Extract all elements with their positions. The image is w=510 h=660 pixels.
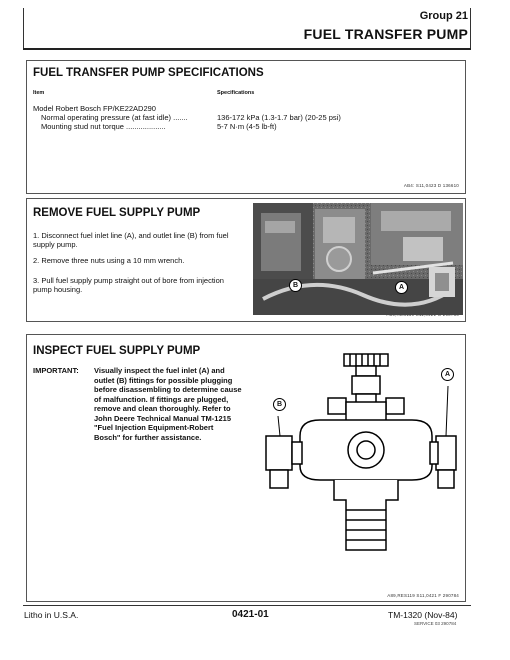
footer-rule <box>23 605 471 606</box>
drawing-label-a: A <box>441 368 454 381</box>
specs-column-item: Item <box>33 90 45 96</box>
specs-row2-item: Mounting stud nut torque ................... <box>41 122 166 131</box>
footer-service-code: SERVICE 03 290784 <box>414 621 457 626</box>
important-line-3: before disassembling to determine cause <box>94 385 242 394</box>
remove-step3-line1: 3. Pull fuel supply pump straight out of bore from injection <box>33 276 224 285</box>
pump-line-art <box>260 350 460 570</box>
important-line-5: remove and clean thoroughly. Refer to <box>94 404 231 413</box>
photo-label-a: A <box>395 281 408 294</box>
footer-manual-number: TM-1320 (Nov-84) <box>388 610 458 620</box>
pump-drawing <box>260 350 460 570</box>
left-margin-rule <box>23 8 24 48</box>
footer-page-number: 0421-01 <box>232 609 269 620</box>
pump-photo-art <box>253 203 463 315</box>
remove-step1-line1: 1. Disconnect fuel inlet line (A), and outlet line (B) from fuel <box>33 231 229 240</box>
important-line-2: outlet (B) fittings for possible plugging <box>94 375 233 385</box>
inspect-reference-code: A89,RES119 S11,0421 F 290784 <box>387 593 459 598</box>
important-line-4: of malfunction. If fittings are plugged, <box>94 394 229 404</box>
specs-column-spec: Specifications <box>217 90 255 96</box>
remove-title: REMOVE FUEL SUPPLY PUMP <box>33 207 201 219</box>
pump-photo <box>253 203 463 315</box>
important-text <box>94 366 242 442</box>
important-line-8: Bosch" for further assistance. <box>94 432 202 442</box>
inspect-title: INSPECT FUEL SUPPLY PUMP <box>33 345 201 357</box>
important-label: IMPORTANT: <box>33 366 79 375</box>
photo-label-b: B <box>289 279 302 292</box>
important-line-6: John Deere Technical Manual TM-1215 <box>94 413 231 423</box>
remove-step1-line2: supply pump. <box>33 240 78 249</box>
remove-step3-line2: pump housing. <box>33 285 83 294</box>
header-underline <box>23 48 471 50</box>
important-line-7: "Fuel Injection Equipment-Robert <box>94 423 214 432</box>
specs-section <box>26 60 466 194</box>
important-line-1: Visually inspect the fuel inlet (A) and <box>94 366 225 375</box>
footer-litho: Litho in U.S.A. <box>24 610 79 620</box>
drawing-label-b: B <box>273 398 286 411</box>
specs-reference-code: AB4: S11,0423 D 136610 <box>403 183 459 188</box>
specs-row1-item: Normal operating pressure (at fast idle) ....... <box>41 113 188 122</box>
right-margin-rule <box>470 8 471 48</box>
specs-model: Model Robert Bosch FP/KE22AD290 <box>33 104 156 113</box>
specs-row1-value: 136-172 kPa (1.3-1.7 bar) (20-25 psi) <box>217 113 341 122</box>
specs-row2-value: 5-7 N·m (4-5 lb-ft) <box>217 122 277 131</box>
remove-step2: 2. Remove three nuts using a 10 mm wrench. <box>33 256 185 265</box>
specs-title: FUEL TRANSFER PUMP SPECIFICATIONS <box>33 67 264 79</box>
page-title: FUEL TRANSFER PUMP <box>303 26 468 42</box>
group-number: Group 21 <box>419 10 468 22</box>
